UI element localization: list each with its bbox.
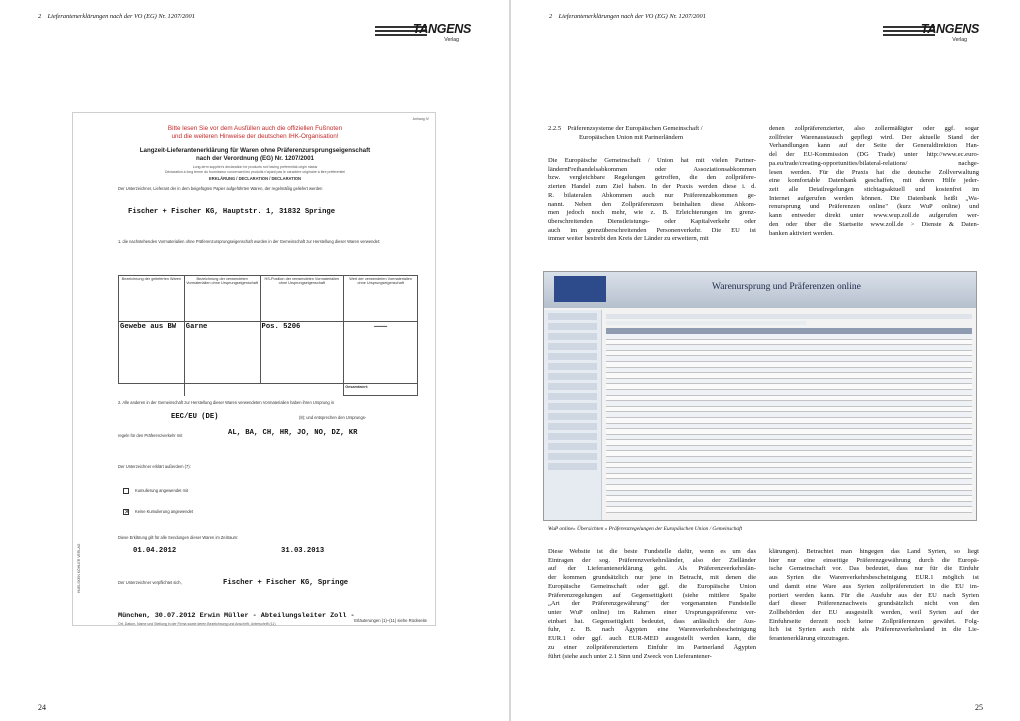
period-to: 31.03.2013 [281, 547, 325, 555]
zoll-logo-icon [554, 276, 606, 302]
form-subtitle-en: Long-term supplier's declaration for products not having preferential origin status [192, 165, 318, 169]
text-line: zu einer zollpräferenziertem Einfuhr im Partnerland Ägypten [548, 643, 756, 651]
wup-table [606, 334, 972, 513]
footnote-ref: Erläuterungen (1)–(11) siehe Rückseite [354, 618, 427, 623]
tangens-logo-left: TANGENS Verlag [375, 22, 475, 44]
cumulation-checkbox[interactable] [123, 488, 129, 494]
text-line: portiert werden kann. Für die Ausfuhr aus der EU nach Syrien [769, 591, 979, 599]
text-line: ferantenerklärung einzutragen. [769, 635, 850, 643]
side-imprint: HUELSKEN KÖHLER VERLAG [77, 543, 81, 593]
text-line: R. bilateralen Abkommen auch nur Präferenzabkommen ge- [548, 191, 756, 199]
section-number: 2.2.5 [548, 125, 562, 132]
countries-label: regeln für den Präferenzverkehr mit [118, 433, 183, 438]
text-line: Einfuhrseite derzeit noch keine Zollpräferenzen gewährt. Folg- [769, 617, 979, 625]
table-cell-materials: Garne [184, 322, 260, 384]
text-line: EUR.1 oder ggf. auch EUR-MED ausgestellt werden kann, die [548, 635, 756, 643]
text-column-1 [548, 157, 756, 244]
text-line: auch im grenzüberschreitenden Personenverkehr. Die EU ist [548, 226, 756, 234]
origin-suffix: (8); und entsprechen den Ursprungs- [299, 415, 367, 420]
wup-banner [544, 272, 977, 308]
table-header-hs: HS-Position der verwendeten Vormaterialien ohne Ursprungseigenschaft [260, 276, 344, 322]
text-line: immer weiter bestrebt den Kreis der Länder zu erweitern, mit [548, 235, 709, 243]
page-number-right: 25 [975, 703, 983, 712]
wup-title: Warenursprung und Präferenzen online [712, 282, 861, 292]
form-title-line2: nach der Verordnung (EG) Nr. 1207/2001 [196, 155, 314, 162]
text-line: renursprung und Präferenzen online" (kurz WuP online) und [769, 203, 979, 211]
text-line: nannt. Neben den Zollpräferenzen beinhalten diese Abkom- [548, 200, 756, 208]
text-line: Die Europäische Gemeinschaft / Union hat mit vielen Partner- [548, 157, 756, 164]
supplier-value: Fischer + Fischer KG, Hauptstr. 1, 31832 Springe [128, 208, 336, 216]
wup-online-screenshot [543, 271, 977, 521]
text-line: aus Syrien die Warenverkehrsbescheinigung EUR.1 möglich ist [769, 574, 979, 582]
text-line: führt (siehe auch unter 2.1 Sinn und Zweck von Lieferantener- [548, 652, 712, 660]
text-line: zeit alle Detailregelungen stichtagsaktuell und kostenfrei im [769, 186, 979, 194]
text-line: hier nur eine einseitige Präferenzgewährung durch die Europä- [769, 556, 979, 564]
commit-text: Der Unterzeichner verpflichtet sich, [118, 580, 182, 585]
tangens-logo-right: TANGENS Verlag [883, 22, 983, 44]
page-number-left: 24 [38, 703, 46, 712]
form-notice-line2: und die weiteren Hinweise der deutschen IHK-Organisation! [171, 133, 339, 140]
no-cumulation-checkbox[interactable]: ✕ [124, 509, 130, 516]
form-undertakes: Der Unterzeichner erklärt außerdem (7): [118, 464, 191, 469]
table-total-label: Gesamtwert: [344, 384, 418, 396]
text-line: Präferenzregelungen auf Gegenseitigkeit (siehe mittlere Spalte [548, 591, 756, 599]
form-notice-line1: Bitte lesen Sie vor dem Ausfüllen auch die offiziellen Fußnoten [167, 125, 343, 132]
text-line: men jedoch noch mehr, wie z. B. Erleichterungen im grenz- [548, 209, 756, 217]
table-cell-hs: Pos. 5206 [260, 322, 344, 384]
running-head-left: 2 Lieferantenerklärungen nach der VO (EG) Nr. 1207/2001 [38, 13, 195, 20]
text-line: eine komfortable Datenbank geschaffen, mit deren Hilfe jeder- [769, 177, 979, 185]
period-from: 01.04.2012 [133, 547, 177, 555]
text-line: den oder über die Startseite www.zoll.de > Dienste & Daten- [769, 220, 979, 228]
text-line: Eintragen der sog. Präferenzverkehrsländer, also der Zielländer [548, 556, 756, 564]
text-line: del der EU-Kommission (DG Trade) unter http://www.ec.euro- [769, 151, 979, 159]
text-line: Internet aufgerufen werden können. Die Datenbank heißt „Wa- [769, 194, 979, 202]
text-line: und damit eine Ware aus Syrien zollpräferenziert in die EU im- [769, 582, 979, 590]
table-header-goods: Bezeichnung der gelieferten Waren [119, 276, 185, 322]
text-line: darf dieser Präferenznachweis grundsätzlich nicht von den [769, 600, 979, 608]
text-line: überschreitenden Dienstleistungs- oder Kapitalverkehr oder [548, 218, 756, 226]
form-intro: Der Unterzeichner, Lieferant der in dem beigefügten Papier aufgeführten Waren, der regelmäßig geliefert werden [118, 186, 323, 191]
countries-value: AL, BA, CH, HR, JO, NO, DZ, KR [228, 429, 358, 437]
section-heading [548, 125, 703, 142]
text-line: ische Gemeinschaft vor. Das bedeutet, dass nur für die Einfuhr [769, 565, 979, 573]
screenshot-caption: WuP online» Übersichten » Präferenzregelungen der Europäischen Union / Gemeinschaft [548, 526, 743, 532]
wup-breadcrumb [606, 314, 972, 319]
text-line: bzw. vergleichbare Regelungen getroffen, die den zollpräfere- [548, 174, 756, 182]
form-item1: 1. die nachstehenden Vormaterialien ohne Präferenzursprungseigenschaft wurden in der Gemeinschaft zur Herstellung dieser Waren verwendet: [118, 239, 381, 244]
wup-table-row [606, 507, 972, 513]
text-line: zierten Handel zum Ziel haben. In der Praxis werden diese i. d. [548, 183, 756, 191]
text-line: Diese Website ist die beste Fundstelle dafür, wenn es um das [548, 548, 756, 555]
table-cell-value: ——— [344, 322, 418, 384]
text-line: pa.eu/trade/creating-opportunities/bilateral-relations/ nachge- [769, 159, 979, 167]
text-line: Europäische Gemeinschaft oder ggf. die Europäische Union [548, 582, 756, 590]
signature-caption: Ort, Datum, Name und Stellung in der Firma sowie deren Bezeichnung und Anschrift, Unterschrift (11) [118, 622, 276, 626]
text-line: kann entweder direkt unter www.wup.zoll.de aufgerufen wer- [769, 212, 979, 220]
materials-table [118, 275, 418, 396]
origin-value: EEC/EU (DE) [171, 413, 219, 421]
left-page [0, 0, 509, 721]
section-title-1: Präferenzsysteme der Europäischen Gemeinschaft / [567, 125, 703, 132]
text-line: Zollbehörden der EU ausgestellt werden, weil Syrien auf der [769, 609, 979, 617]
form-item2: 2. Alle anderen in der Gemeinschaft zur Herstellung dieser Waren verwendeten Vormaterialien haben ihren Ursprung in [118, 400, 335, 405]
text-line: lich ist Syrien auch nicht als Präferenzverkehrsland in die Lie- [769, 626, 979, 634]
form-subtitle-fr: Déclaration à long terme du fournisseur concernant les produits n'ayant pas le caractère originaire à titre préférentiel [164, 170, 346, 174]
running-head-right: 2 Lieferantenerklärungen nach der VO (EG) Nr. 1207/2001 [549, 13, 706, 20]
text-line: unter WuP online) im Rahmen einer Ursprungspräferenz ver- [548, 609, 756, 617]
wup-subtitle-bar [606, 321, 806, 325]
validity-intro: Diese Erklärung gilt für alle Sendungen dieser Waren im Zeitraum: [118, 535, 239, 540]
opt-no-cumulation: Keine Kumulierung angewendet [135, 509, 194, 514]
form-corner-note: Anhang IV [412, 117, 429, 121]
wup-sidebar [544, 310, 602, 521]
opt-cumulation: Kumulierung angewendet mit [135, 488, 189, 493]
text-line: zollfreier Warenaustausch gepflegt wird. Der aktuelle Stand der [769, 133, 979, 141]
text-line: ländernFreihandelsabkommen oder Assoziationsabkommen [548, 165, 756, 173]
text-line: einbart hat. Gegenseitigkeit bedeutet, dass anlässlich der Aus- [548, 617, 756, 625]
text-column-2 [769, 125, 979, 238]
form-title-line1: Langzeit-Lieferantenerklärung für Waren ohne Präferenzursprungseigenschaft [139, 147, 371, 154]
signature-line: München, 30.07.2012 Erwin Müller - Abteilungsleiter Zoll - [118, 612, 355, 620]
table-header-value: Wert der verwendeten Vormaterialien ohne Ursprungseigenschaft [344, 276, 418, 322]
text-line: auf der Lieferantenerklärung geht. Als Präferenzverkehrslän- [548, 565, 756, 573]
text-line: klärungen). Betrachtet man hingegen das Land Syrien, so liegt [769, 548, 979, 555]
supplier-declaration-form [72, 112, 436, 626]
text-column-4 [769, 548, 979, 644]
commit-value: Fischer + Fischer KG, Springe [223, 579, 349, 587]
text-line: lesen werden. Für die Praxis hat die deutsche Zollverwaltung [769, 168, 979, 176]
table-header-materials: Bezeichnung der verwendeten Vormaterialien ohne Ursprungseigenschaft [184, 276, 260, 322]
section-title-2: Europäischen Union mit Partnerländern [579, 133, 684, 141]
form-section-heading: ERKLÄRUNG / DECLARATION / DECLARATION [209, 176, 301, 181]
text-line: fuhr, z. B. nach Ägypten eine Warenverkehrsbescheinigung [548, 626, 756, 634]
table-cell-goods: Gewebe aus BW [119, 322, 185, 384]
text-line: banken aktiviert werden. [769, 229, 834, 237]
text-line: der kommen grundsätzlich nur jene in Betracht, mit denen die [548, 574, 756, 582]
text-line: Verhandlungen kann auf der Seite der Generaldirektion Han- [769, 142, 979, 150]
text-line: „Art der Präferenzgewährung" der vorgenannten Fundstelle [548, 600, 756, 608]
text-line: denen zollpräferenzierter, also zollermäßigter oder ggf. sogar [769, 125, 979, 132]
text-column-3 [548, 548, 756, 661]
